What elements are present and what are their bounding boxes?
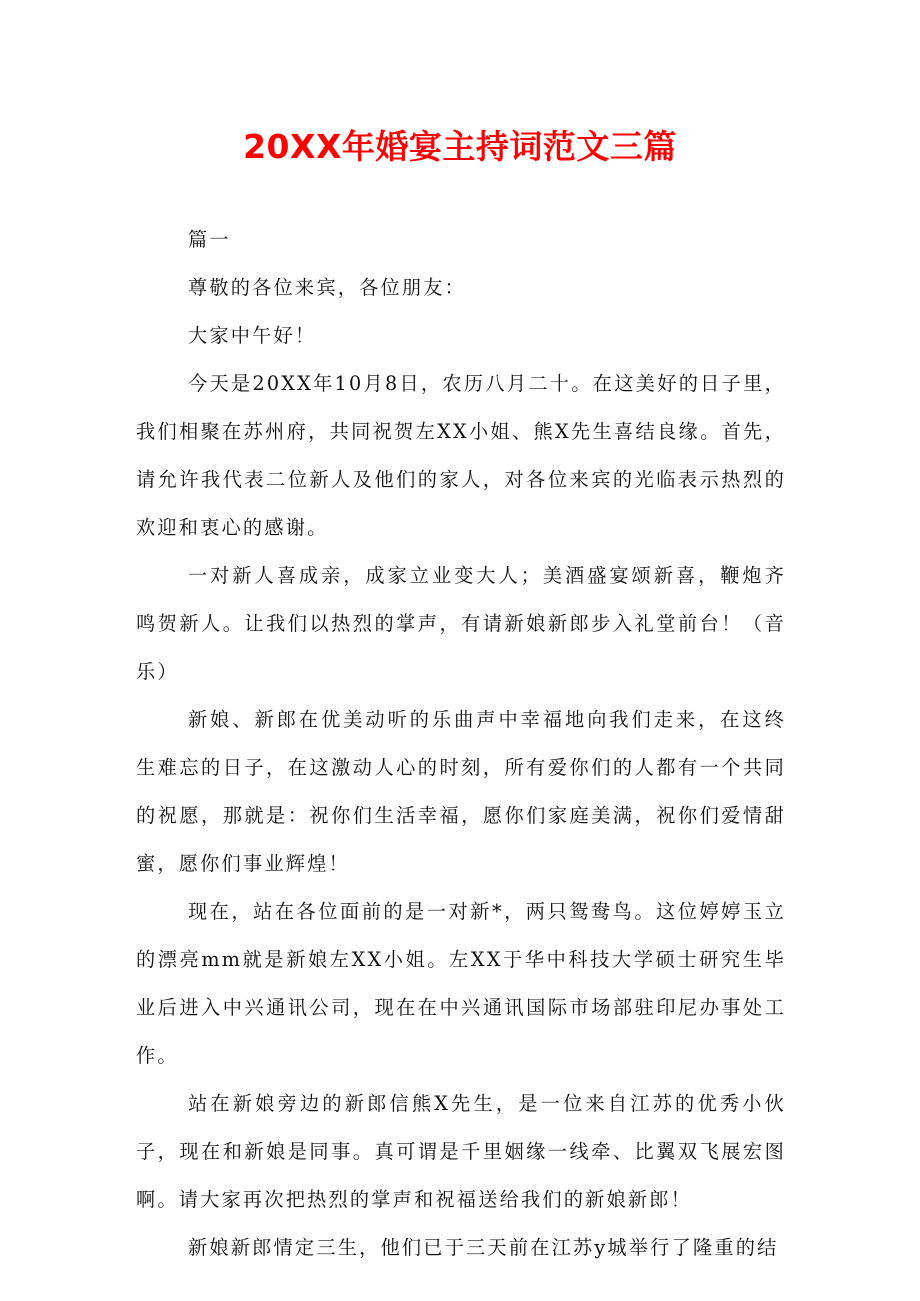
document-title: 20XX年婚宴主持词范文三篇 <box>243 127 677 166</box>
paragraph-greeting: 大家中午好！ <box>188 324 317 347</box>
paragraph-couplet: 一对新人喜成亲，成家立业变大人；美酒盛宴颂新喜，鞭炮齐鸣贺新人。让我们以热烈的掌声，有请新娘新郎步入礼堂前台！（音乐） <box>136 564 786 683</box>
paragraph-bride-intro: 现在，站在各位面前的是一对新*，两只鸳鸯鸟。这位婷婷玉立的漂亮mm就是新娘左XX小姐。左XX于华中科技大学硕士研究生毕业后进入中兴通讯公司，现在在中兴通讯国际市场部驻印尼办事处工作。 <box>136 900 786 1067</box>
paragraph-groom-intro: 站在新娘旁边的新郎信熊X先生，是一位来自江苏的优秀小伙子，现在和新娘是同事。真可谓是千里姻缘一线牵、比翼双飞展宏图啊。请大家再次把热烈的掌声和祝福送给我们的新娘新郎！ <box>136 1092 786 1211</box>
paragraph-opening: 今天是20XX年10月8日，农历八月二十。在这美好的日子里，我们相聚在苏州府，共同祝贺左XX小姐、熊X先生喜结良缘。首先，请允许我代表二位新人及他们的家人，对各位来宾的光临表示热烈的欢迎和衷心的感谢。 <box>136 372 786 539</box>
paragraph-salutation: 尊敬的各位来宾，各位朋友： <box>188 276 467 299</box>
document-body <box>136 216 786 1272</box>
paragraph-section-heading: 篇一 <box>188 228 231 251</box>
paragraph-ceremony: 新娘新郎情定三生，他们已于三天前在江苏y城举行了隆重的结 <box>188 1236 779 1259</box>
paragraph-blessing: 新娘、新郎在优美动听的乐曲声中幸福地向我们走来，在这终生难忘的日子，在这激动人心的时刻，所有爱你们的人都有一个共同的祝愿，那就是：祝你们生活幸福，愿你们家庭美满，祝你们爱情甜蜜，愿你们事业辉煌！ <box>136 708 786 875</box>
